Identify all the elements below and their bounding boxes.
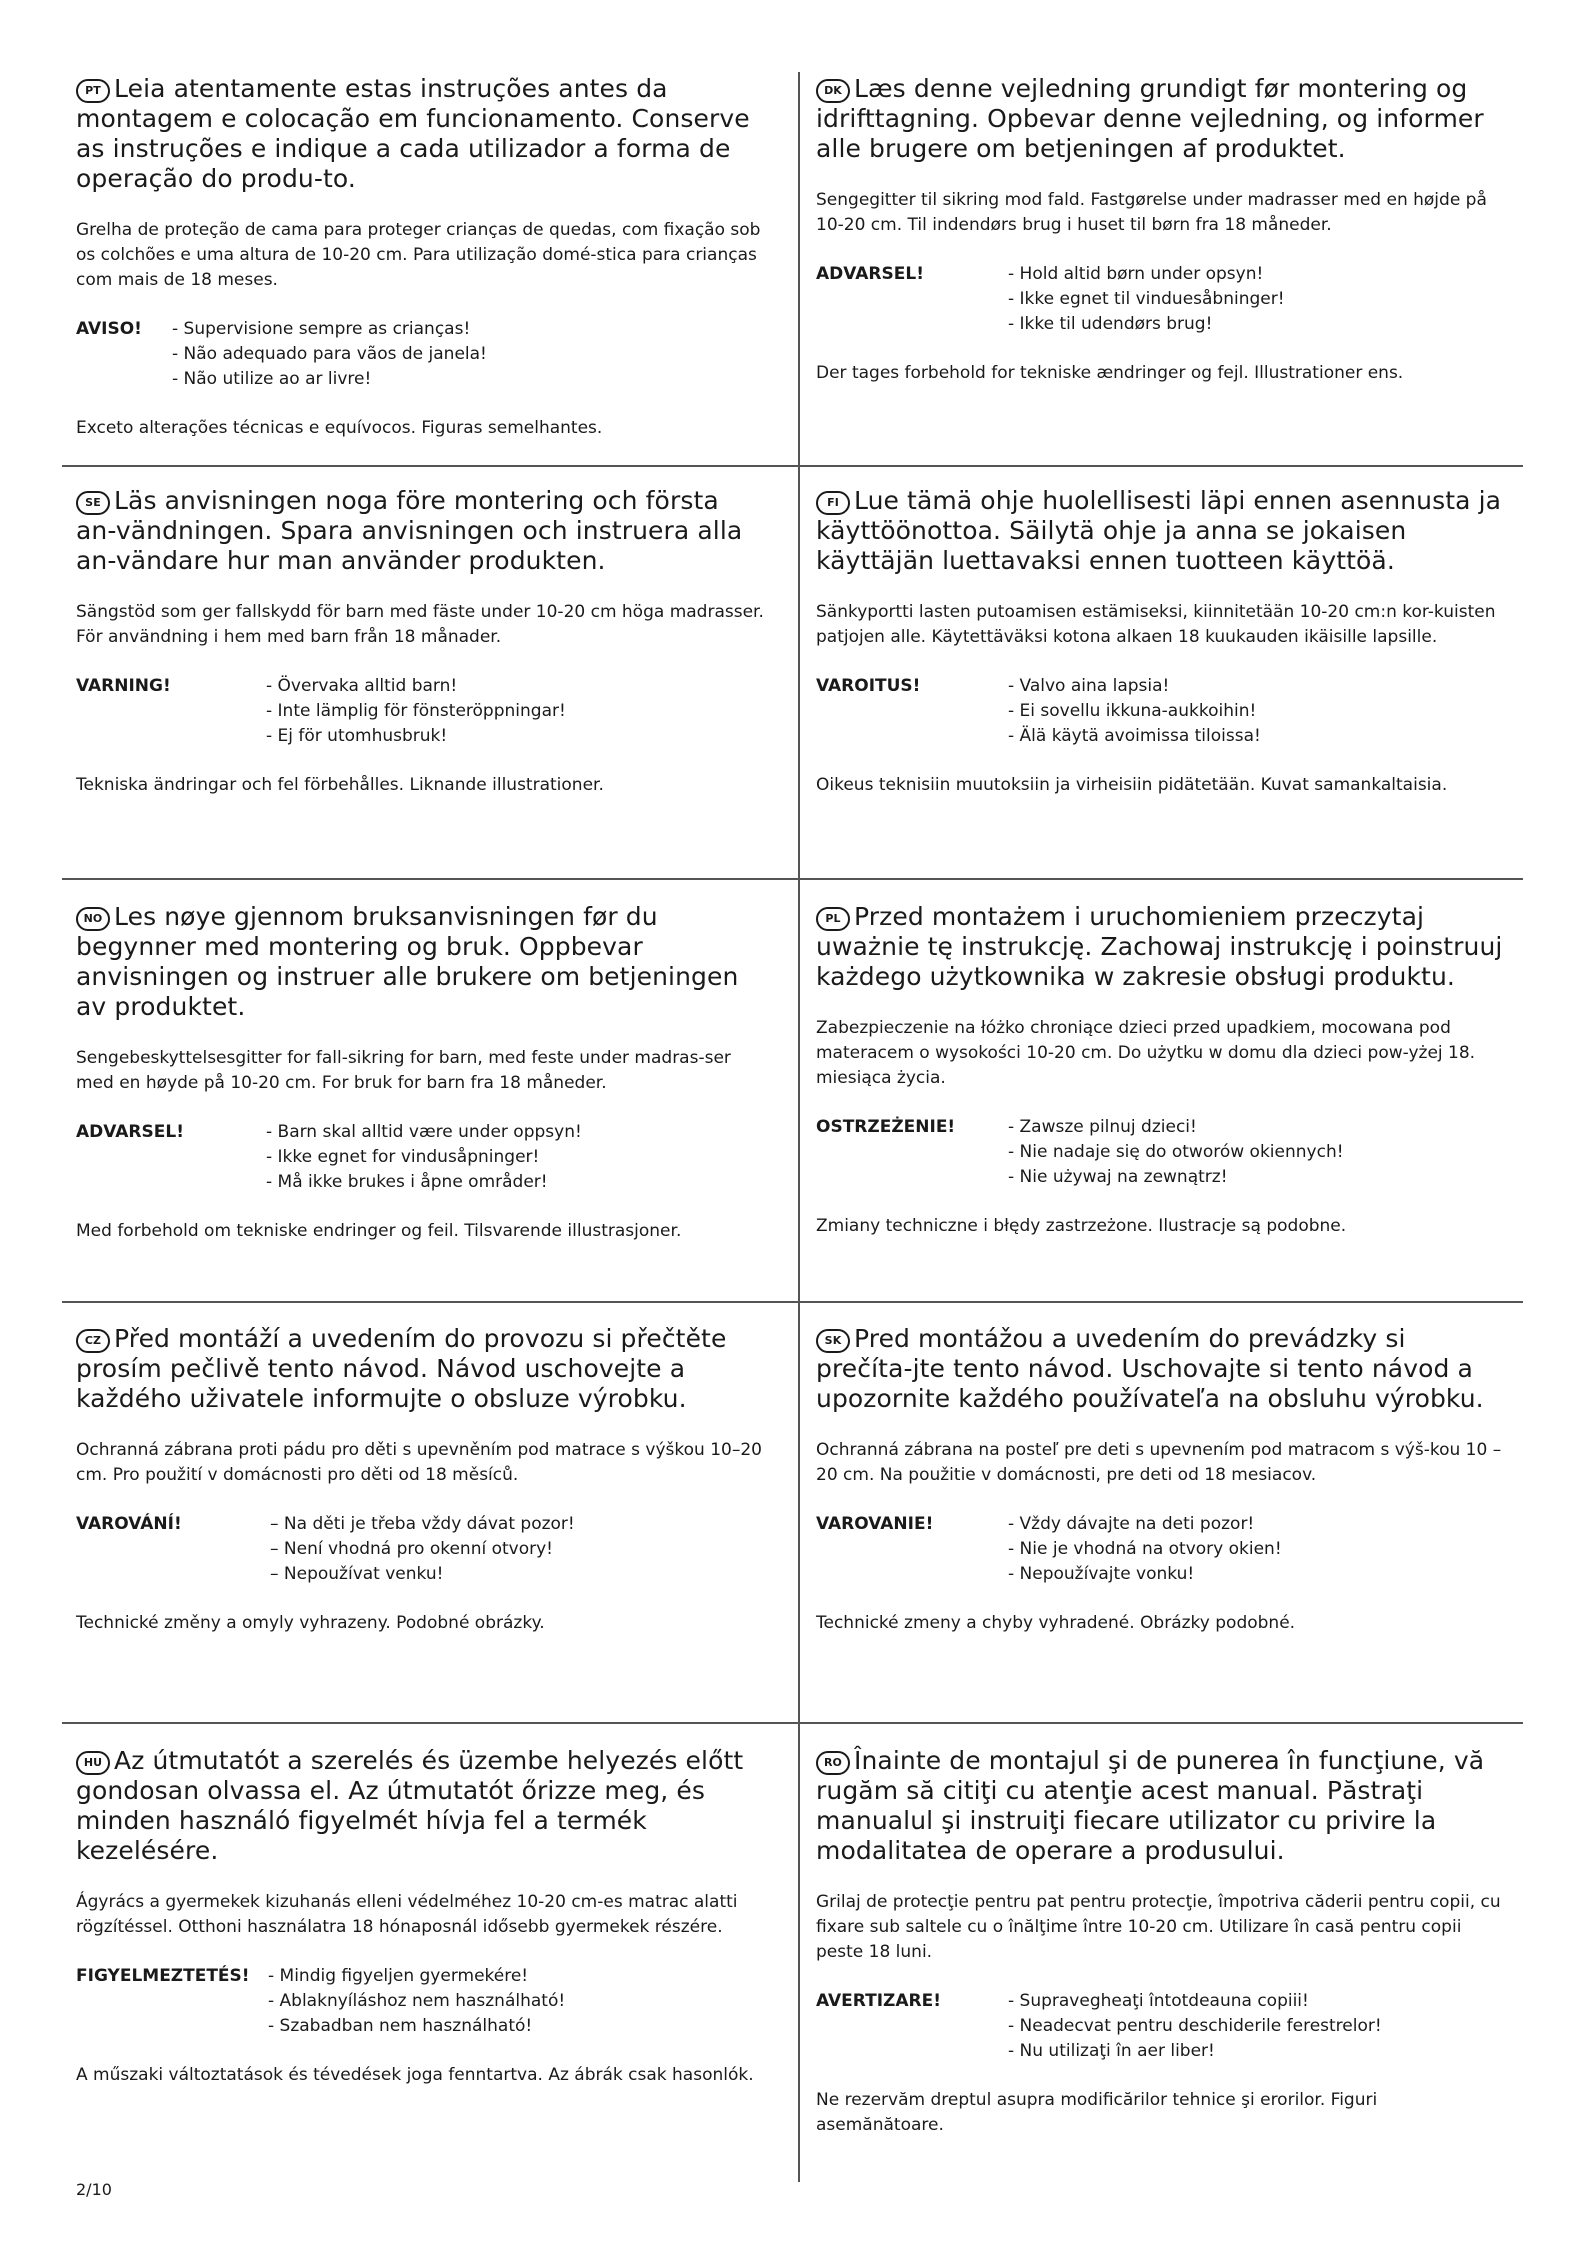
section-no (76, 902, 764, 1244)
section-description: Ochranná zábrana na posteľ pre deti s upevnením pod matracom s výš-kou 10 – 20 cm. Na použitie v domácnosti, pre deti od 18 mesiacov. (816, 1440, 1502, 1485)
warning-label: VARNING! (76, 676, 171, 696)
heading-text: Az útmutatót a szerelés és üzembe helyezés előtt gondosan olvassa el. Az útmutatót őrizze meg, és minden használó figyelmét hívja fel a termék kezelésére. (76, 1746, 744, 1865)
section-heading (816, 74, 1504, 164)
warning-list (270, 1512, 575, 1587)
warning-item: - Må ikke brukes i åpne områder! (266, 1172, 548, 1192)
warning-block (816, 674, 1504, 749)
warning-item: - Não utilize ao ar livre! (172, 369, 372, 389)
language-badge: HU (76, 1751, 110, 1775)
section-se (76, 486, 764, 798)
warning-item: - Ikke egnet for vindusåpninger! (266, 1147, 540, 1167)
warning-list (266, 1120, 582, 1195)
section-footer: Der tages forbehold for tekniske ændringer og fejl. Illustrationer ens. (816, 363, 1404, 383)
warning-block (816, 262, 1504, 337)
warning-label: OSTRZEŻENIE! (816, 1117, 956, 1137)
warning-list (1008, 1989, 1382, 2064)
section-heading (76, 1746, 764, 1866)
section-footer: Technické zmeny a chyby vyhradené. Obrázky podobné. (816, 1613, 1296, 1633)
section-description: Zabezpieczenie na łóżko chroniące dzieci przed upadkiem, mocowana pod materacem o wysokości 10-20 cm. Do użytku w domu dla dzieci pow-yżej 18. miesiąca życia. (816, 1018, 1476, 1088)
warning-list (1008, 1115, 1344, 1190)
warning-block (816, 1115, 1504, 1190)
page-number: 2/10 (76, 2180, 112, 2199)
section-heading (76, 1324, 764, 1414)
warning-block (76, 1120, 764, 1195)
section-footer: A műszaki változtatások és tévedések joga fenntartva. Az ábrák csak hasonlók. (76, 2065, 754, 2085)
warning-item: - Nu utilizaţi în aer liber! (1008, 2041, 1215, 2061)
warning-item: - Supravegheaţi întotdeauna copiii! (1008, 1991, 1309, 2011)
warning-list (1008, 674, 1261, 749)
section-description: Sänkyportti lasten putoamisen estämiseksi, kiinnitetään 10-20 cm:n kor-kuisten patjojen alle. Käytettäväksi kotona alkaen 18 kuukauden ikäisille lapsille. (816, 602, 1496, 647)
heading-text: Les nøye gjennom bruksanvisningen før du begynner med montering og bruk. Oppbevar anvisningen og instruer alle brukere om betjeningen av produktet. (76, 902, 739, 1021)
section-footer: Technické změny a omyly vyhrazeny. Podobné obrázky. (76, 1613, 545, 1633)
warning-item: - Zawsze pilnuj dzieci! (1008, 1117, 1197, 1137)
warning-item: - Não adequado para vãos de janela! (172, 344, 487, 364)
warning-list (172, 317, 487, 392)
row-divider (62, 878, 1523, 880)
section-heading (816, 486, 1504, 576)
warning-item: – Není vhodná pro okenní otvory! (270, 1539, 553, 1559)
section-pt (76, 74, 764, 441)
language-badge: CZ (76, 1329, 110, 1353)
warning-list (266, 674, 566, 749)
section-footer: Tekniska ändringar och fel förbehålles. Liknande illustrationer. (76, 775, 604, 795)
section-description: Ágyrács a gyermekek kizuhanás elleni védelméhez 10-20 cm-es matrac alatti rögzítéssel. Otthoni használatra 18 hónaposnál idősebb gyermekek részére. (76, 1892, 738, 1937)
warning-item: - Mindig figyeljen gyermekére! (268, 1966, 529, 1986)
language-badge: PT (76, 79, 110, 103)
language-badge: FI (816, 491, 850, 515)
section-dk (816, 74, 1504, 386)
section-description: Grelha de proteção de cama para proteger crianças de quedas, com fixação sob os colchões e uma altura de 10-20 cm. Para utilização domé-stica para crianças com mais de 18 meses. (76, 220, 761, 290)
language-badge: NO (76, 907, 110, 931)
section-description: Sengegitter til sikring mod fald. Fastgørelse under madrasser med en højde på 10-20 cm. Til indendørs brug i huset til børn fra 18 måneder. (816, 190, 1487, 235)
warning-label: VAROVANIE! (816, 1514, 934, 1534)
warning-item: - Ablaknyíláshoz nem használható! (268, 1991, 566, 2011)
warning-item: - Nie nadaje się do otworów okiennych! (1008, 1142, 1344, 1162)
section-cz (76, 1324, 764, 1636)
warning-item: - Szabadban nem használható! (268, 2016, 533, 2036)
warning-block (76, 1964, 764, 2039)
heading-text: Læs denne vejledning grundigt før montering og idrifttagning. Opbevar denne vejledning, og informer alle brugere om betjeningen af produktet. (816, 74, 1484, 163)
warning-item: - Älä käytä avoimissa tiloissa! (1008, 726, 1261, 746)
section-heading (816, 902, 1504, 992)
warning-item: - Hold altid børn under opsyn! (1008, 264, 1264, 284)
section-heading (76, 74, 764, 194)
row-divider (62, 465, 1523, 467)
section-heading (76, 902, 764, 1022)
warning-label: AVISO! (76, 319, 142, 339)
section-pl (816, 902, 1504, 1239)
language-badge: RO (816, 1751, 850, 1775)
section-heading (816, 1324, 1504, 1414)
section-footer: Exceto alterações técnicas e equívocos. Figuras semelhantes. (76, 418, 603, 438)
section-description: Sängstöd som ger fallskydd för barn med fäste under 10-20 cm höga madrasser. För användning i hem med barn från 18 månader. (76, 602, 764, 647)
heading-text: Läs anvisningen noga före montering och första an-vändningen. Spara anvisningen och instruera alla an-vändare hur man använder produkten. (76, 486, 743, 575)
section-ro (816, 1746, 1504, 2138)
warning-label: FIGYELMEZTETÉS! (76, 1966, 250, 1986)
warning-block (76, 1512, 764, 1587)
warning-item: – Na děti je třeba vždy dávat pozor! (270, 1514, 575, 1534)
warning-item: - Nie je vhodná na otvory okien! (1008, 1539, 1282, 1559)
warning-list (268, 1964, 565, 2039)
section-hu (76, 1746, 764, 2088)
language-badge: SK (816, 1329, 850, 1353)
row-divider (62, 1301, 1523, 1303)
warning-item: - Supervisione sempre as crianças! (172, 319, 471, 339)
heading-text: Pred montážou a uvedením do prevádzky si prečíta-jte tento návod. Uschovajte si tento návod a upozornite každého používateľa na obsluhu výrobku. (816, 1324, 1484, 1413)
section-description: Sengebeskyttelsesgitter for fall-sikring for barn, med feste under madras-ser med en høyde på 10-20 cm. For bruk for barn fra 18 måneder. (76, 1048, 731, 1093)
warning-item: - Valvo aina lapsia! (1008, 676, 1170, 696)
warning-block (76, 674, 764, 749)
section-fi (816, 486, 1504, 798)
section-footer: Med forbehold om tekniske endringer og feil. Tilsvarende illustrasjoner. (76, 1221, 682, 1241)
warning-item: - Nepoužívajte vonku! (1008, 1564, 1195, 1584)
warning-item: - Övervaka alltid barn! (266, 676, 458, 696)
warning-list (1008, 1512, 1282, 1587)
heading-text: Przed montażem i uruchomieniem przeczytaj uważnie tę instrukcję. Zachowaj instrukcję i poinstruuj każdego użytkownika w zakresie obsługi produktu. (816, 902, 1503, 991)
warning-item: - Ikke til udendørs brug! (1008, 314, 1213, 334)
warning-list (1008, 262, 1285, 337)
heading-text: Leia atentamente estas instruções antes da montagem e colocação em funcionamento. Conserve as instruções e indique a cada utilizador a forma de operação do produ-to. (76, 74, 750, 193)
warning-item: - Nie używaj na zewnątrz! (1008, 1167, 1228, 1187)
heading-text: Před montáží a uvedením do provozu si přečtěte prosím pečlivě tento návod. Návod uschovejte a každého uživatele informujte o obsluze výrobku. (76, 1324, 727, 1413)
language-badge: DK (816, 79, 850, 103)
warning-item: - Neadecvat pentru deschiderile ferestrelor! (1008, 2016, 1382, 2036)
warning-block (816, 1989, 1504, 2064)
warning-label: ADVARSEL! (816, 264, 924, 284)
warning-label: VAROITUS! (816, 676, 921, 696)
warning-item: - Inte lämplig för fönsteröppningar! (266, 701, 566, 721)
warning-item: - Barn skal alltid være under oppsyn! (266, 1122, 582, 1142)
warning-item: – Nepoužívat venku! (270, 1564, 444, 1584)
section-sk (816, 1324, 1504, 1636)
language-badge: SE (76, 491, 110, 515)
warning-item: - Ei sovellu ikkuna-aukkoihin! (1008, 701, 1257, 721)
warning-block (816, 1512, 1504, 1587)
section-description: Grilaj de protecţie pentru pat pentru protecţie, împotriva căderii pentru copii, cu fixare sub saltele cu o înălţime între 10-20 cm. Utilizare în casă pentru copii peste 18 luni. (816, 1892, 1501, 1962)
section-description: Ochranná zábrana proti pádu pro děti s upevněním pod matrace s výškou 10–20 cm. Pro použití v domácnosti pro děti od 18 měsíců. (76, 1440, 762, 1485)
section-footer: Zmiany techniczne i błędy zastrzeżone. Ilustracje są podobne. (816, 1216, 1347, 1236)
warning-item: - Ikke egnet til vinduesåbninger! (1008, 289, 1285, 309)
heading-text: Înainte de montajul şi de punerea în funcţiune, vă rugăm să citiţi cu atenţie acest manual. Păstraţi manualul şi instruiţi fiecare utilizator cu privire la modalitatea de operare a produsului. (816, 1746, 1485, 1865)
section-heading (816, 1746, 1504, 1866)
language-badge: PL (816, 907, 850, 931)
warning-label: VAROVÁNÍ! (76, 1514, 182, 1534)
heading-text: Lue tämä ohje huolellisesti läpi ennen asennusta ja käyttöönottoa. Säilytä ohje ja anna se jokaisen käyttäjän luettavaksi ennen tuotteen käyttöä. (816, 486, 1502, 575)
column-divider (798, 72, 800, 2182)
warning-item: - Ej för utomhusbruk! (266, 726, 448, 746)
warning-item: - Vždy dávajte na deti pozor! (1008, 1514, 1255, 1534)
section-footer: Ne rezervăm dreptul asupra modificărilor tehnice şi erorilor. Figuri asemănătoare. (816, 2090, 1378, 2135)
row-divider (62, 1722, 1523, 1724)
warning-block (76, 317, 764, 392)
warning-label: ADVARSEL! (76, 1122, 184, 1142)
section-footer: Oikeus teknisiin muutoksiin ja virheisiin pidätetään. Kuvat samankaltaisia. (816, 775, 1448, 795)
section-heading (76, 486, 764, 576)
warning-label: AVERTIZARE! (816, 1991, 941, 2011)
